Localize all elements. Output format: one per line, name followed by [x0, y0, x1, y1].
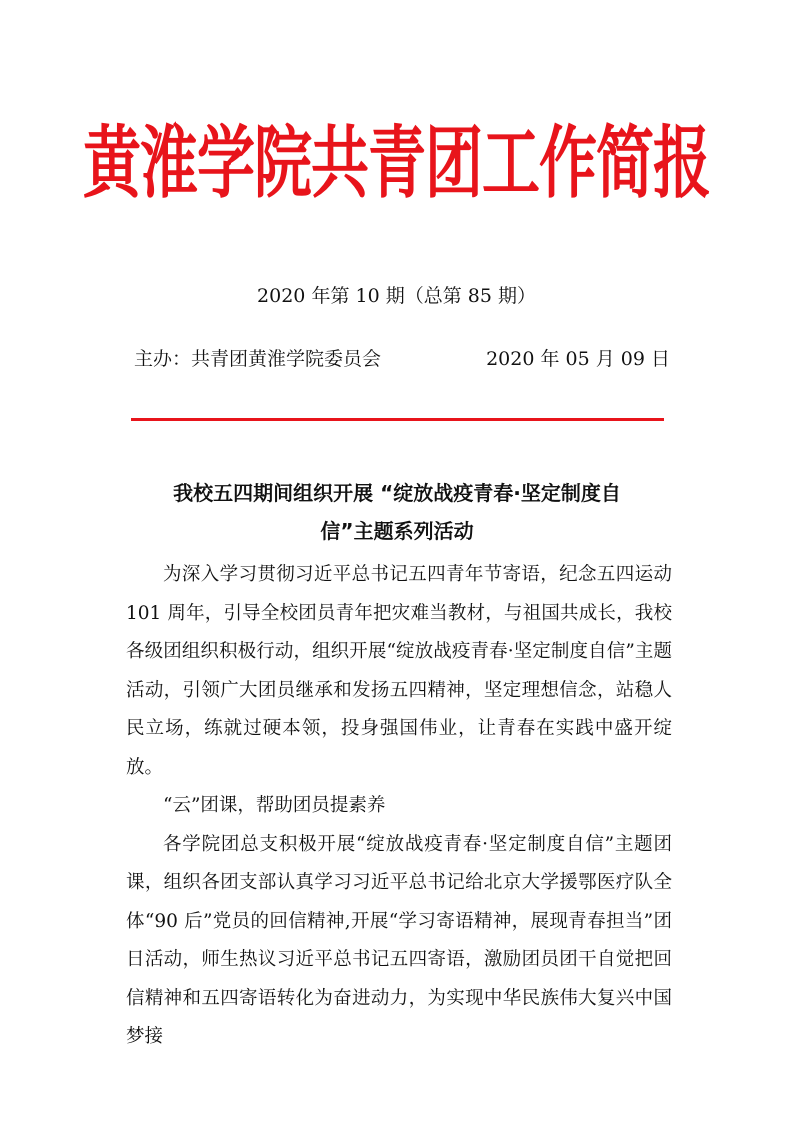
article-title-line-2: 信”主题系列活动: [320, 519, 474, 543]
section-subheading: “云”团课，帮助团员提素养: [163, 795, 386, 816]
meta-row: [134, 344, 670, 374]
article-title: [112, 474, 682, 550]
article-body: [126, 556, 672, 1057]
masthead-title: 黄淮学院共青团工作简报: [82, 117, 710, 209]
article-title-line-1: 我校五四期间组织开展 “绽放战疫青春·坚定制度自: [173, 481, 621, 505]
issue-number: 2020 年第 10 期（总第 85 期）: [257, 285, 536, 307]
sponsor-label: 主办：共青团黄淮学院委员会: [134, 348, 382, 370]
paragraph-intro: 为深入学习贯彻习近平总书记五四青年节寄语，纪念五四运动101 周年，引导全校团员青年把灾难当教材，与祖国共成长，我校各级团组织积极行动，组织开展“绽放战疫青春·坚定制度自信”主题活动，引领广大团员继承和发扬五四精神，坚定理想信念，站稳人民立场，练就过硬本领，投身强国伟业，让青春在实践中盛开绽放。: [126, 564, 672, 778]
red-divider: [131, 418, 664, 421]
publish-date: 2020 年 05 月 09 日: [486, 348, 670, 370]
paragraph-section: 各学院团总支积极开展“绽放战疫青春·坚定制度自信”主题团课，组织各团支部认真学习习近平总书记给北京大学援鄂医疗队全体“90 后”党员的回信精神,开展“学习寄语精神，展现青春担当”团日活动，师生热议习近平总书记五四寄语，激励团员团干自觉把回信精神和五四寄语转化为奋进动力，为实现中华民族伟大复兴中国梦接: [126, 833, 672, 1047]
